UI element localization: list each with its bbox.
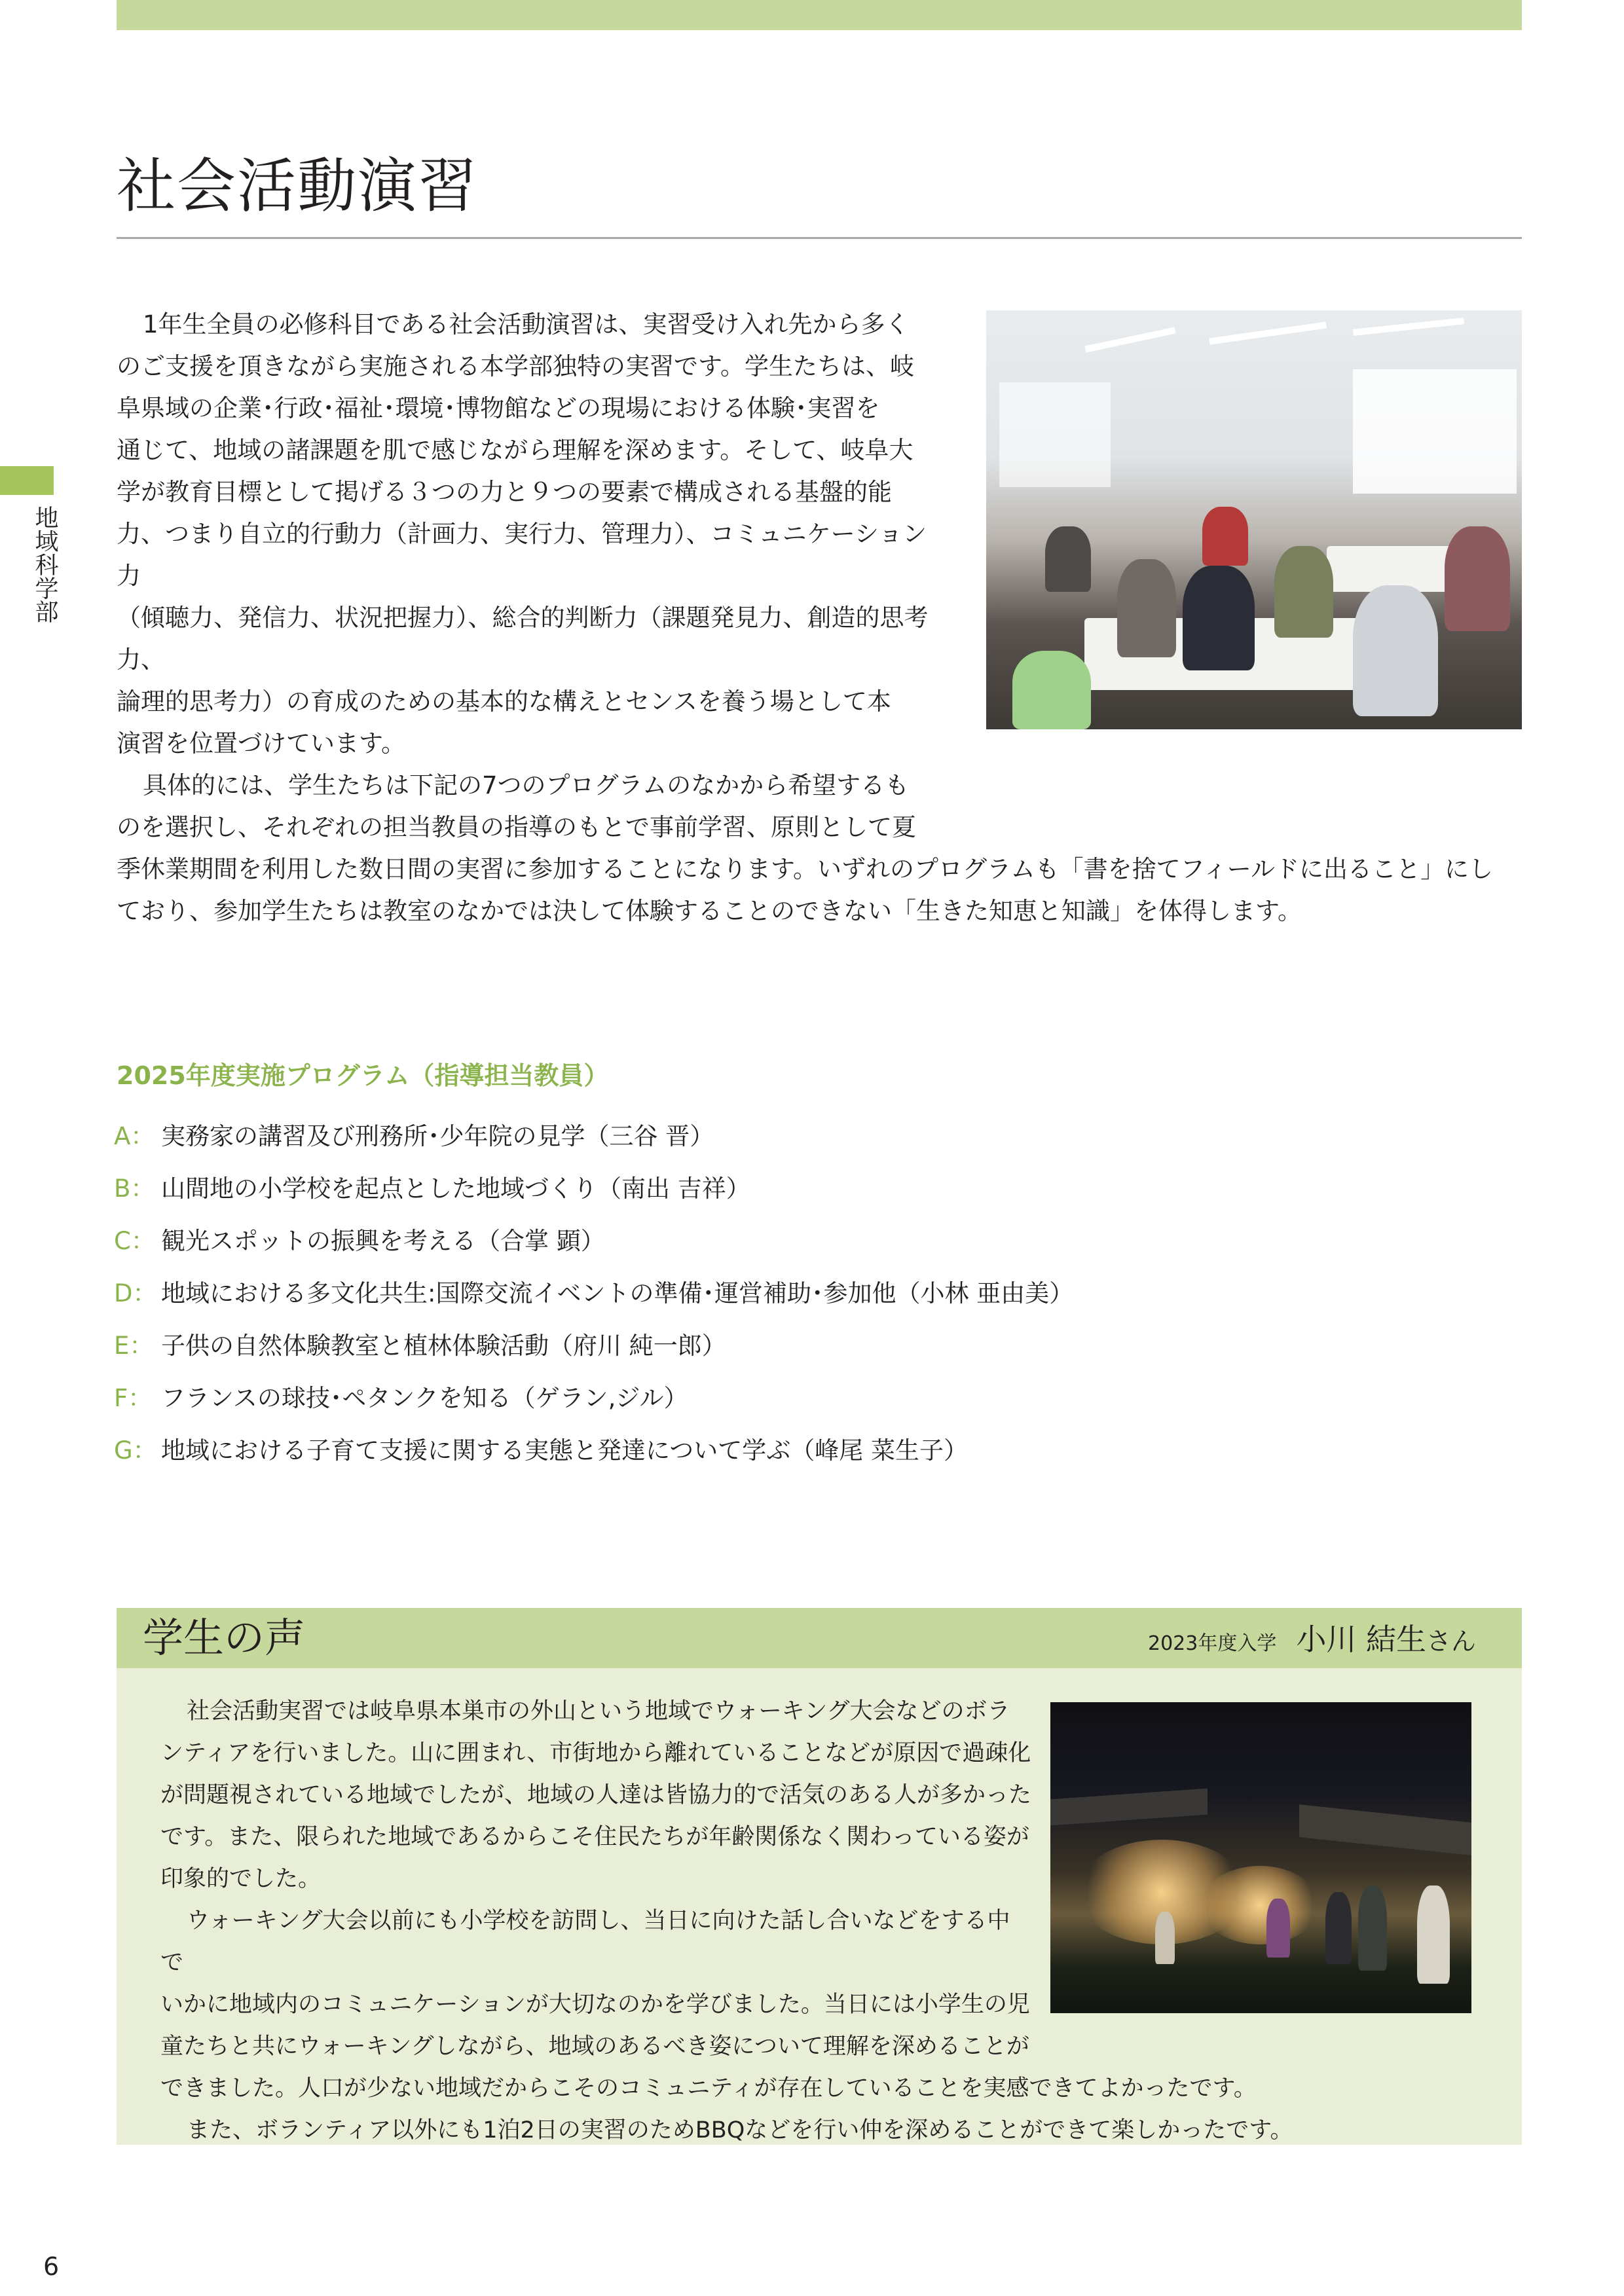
program-text: 地域における多文化共生:国際交流イベントの準備･運営補助･参加他（小林 亜由美）	[161, 1279, 1074, 1307]
program-letter: A：	[114, 1122, 155, 1150]
intro-line: 季休業期間を利用した数日間の実習に参加することになります。いずれのプログラムも「書を捨てフィールドに出ること」にし	[117, 855, 1493, 883]
program-letter: C：	[114, 1227, 155, 1255]
program-item	[114, 1163, 1424, 1215]
page-number: 6	[43, 2252, 60, 2281]
intro-line: 阜県域の企業･行政･福祉･環境･博物館などの現場における体験･実習を	[117, 394, 880, 422]
student-honorific: さん	[1426, 1627, 1476, 1656]
voice-line: いかに地域内のコミュニケーションが大切なのかを学びました。当日には小学生の児	[160, 1992, 1030, 2018]
program-item	[114, 1110, 1424, 1163]
program-letter: G：	[114, 1436, 157, 1465]
intro-line: ており、参加学生たちは教室のなかでは決して体験することのできない「生きた知恵と知識」を体得します。	[117, 897, 1302, 925]
program-letter: B：	[114, 1175, 155, 1203]
side-section-label: 地域科学部	[31, 505, 58, 623]
intro-line: 演習を位置づけています。	[117, 729, 406, 757]
program-item	[114, 1425, 1424, 1477]
title-divider	[117, 237, 1522, 239]
voice-line: 印象的でした。	[160, 1866, 322, 1892]
intro-line: （傾聴力、発信力、状況把握力）、総合的判断力（課題発見力、創造的思考力、	[117, 604, 929, 674]
program-list	[114, 1110, 1424, 1477]
program-item	[114, 1267, 1424, 1320]
student-name: 小川 結生	[1296, 1622, 1426, 1657]
program-heading: 2025年度実施プログラム（指導担当教員）	[117, 1061, 609, 1090]
program-text: 地域における子育て支援に関する実態と発達について学ぶ（峰尾 菜生子）	[161, 1436, 969, 1465]
intro-line: 通じて、地域の諸課題を肌で感じながら理解を深めます。そして、岐阜大	[117, 436, 913, 464]
student-voice-text	[160, 1690, 1470, 2151]
student-info	[1148, 1621, 1476, 1662]
voice-line: が問題視されている地域でしたが、地域の人達は皆協力的で活気のある人が多かった	[160, 1782, 1032, 1808]
page-title: 社会活動演習	[117, 152, 478, 221]
program-text: 山間地の小学校を起点とした地域づくり（南出 吉祥）	[161, 1175, 750, 1203]
intro-line: 具体的には、学生たちは下記の7つのプログラムのなかから希望するも	[143, 771, 910, 799]
intro-line: 1年生全員の必修科目である社会活動演習は、実習受け入れ先から多く	[143, 310, 910, 338]
program-item	[114, 1372, 1424, 1425]
voice-line: 社会活動実習では岐阜県本巣市の外山という地域でウォーキング大会などのボラ	[187, 1698, 1010, 1724]
intro-line: のを選択し、それぞれの担当教員の指導のもとで事前学習、原則として夏	[117, 813, 916, 841]
voice-line: 童たちと共にウォーキングしながら、地域のあるべき姿について理解を深めることが	[160, 2033, 1029, 2060]
intro-line: 学が教育目標として掲げる３つの力と９つの要素で構成される基盤的能	[117, 478, 892, 506]
program-item	[114, 1215, 1424, 1267]
voice-line: また、ボランティア以外にも1泊2日の実習のためBBQなどを行い仲を深めることができて楽しかったです。	[187, 2117, 1293, 2143]
student-enrollment: 2023年度入学	[1148, 1632, 1277, 1655]
voice-line: ンティアを行いました。山に囲まれ、市街地から離れていることなどが原因で過疎化	[160, 1740, 1031, 1766]
program-text: フランスの球技･ペタンクを知る（ゲラン,ジル）	[161, 1384, 688, 1412]
program-text: 実務家の講習及び刑務所･少年院の見学（三谷 晋）	[161, 1122, 714, 1150]
program-text: 観光スポットの振興を考える（合掌 顕）	[161, 1227, 605, 1255]
voice-line: ウォーキング大会以前にも小学校を訪問し、当日に向けた話し合いなどをする中で	[160, 1908, 1010, 1976]
intro-line: 力、つまり自立的行動力（計画力、実行力、管理力）、コミュニケーション力	[117, 520, 927, 590]
intro-text	[117, 304, 1522, 932]
program-text: 子供の自然体験教室と植林体験活動（府川 純一郎）	[161, 1332, 726, 1360]
program-letter: D：	[114, 1279, 157, 1307]
intro-line: のご支援を頂きながら実施される本学部独特の実習です。学生たちは、岐	[117, 352, 915, 380]
voice-line: できました。人口が少ない地域だからこそのコミュニティが存在していることを実感できてよかったです。	[160, 2075, 1257, 2102]
intro-line: 論理的思考力）の育成のための基本的な構えとセンスを養う場として本	[117, 687, 891, 716]
student-voice-header	[117, 1608, 1522, 1668]
voice-line: です。また、限られた地域であるからこそ住民たちが年齢関係なく関わっている姿が	[160, 1824, 1029, 1850]
program-letter: F：	[114, 1384, 153, 1412]
program-item	[114, 1320, 1424, 1372]
student-voice-title: 学生の声	[143, 1614, 306, 1662]
program-letter: E：	[114, 1332, 154, 1360]
side-section-tab	[0, 466, 54, 495]
top-color-band	[117, 0, 1522, 30]
